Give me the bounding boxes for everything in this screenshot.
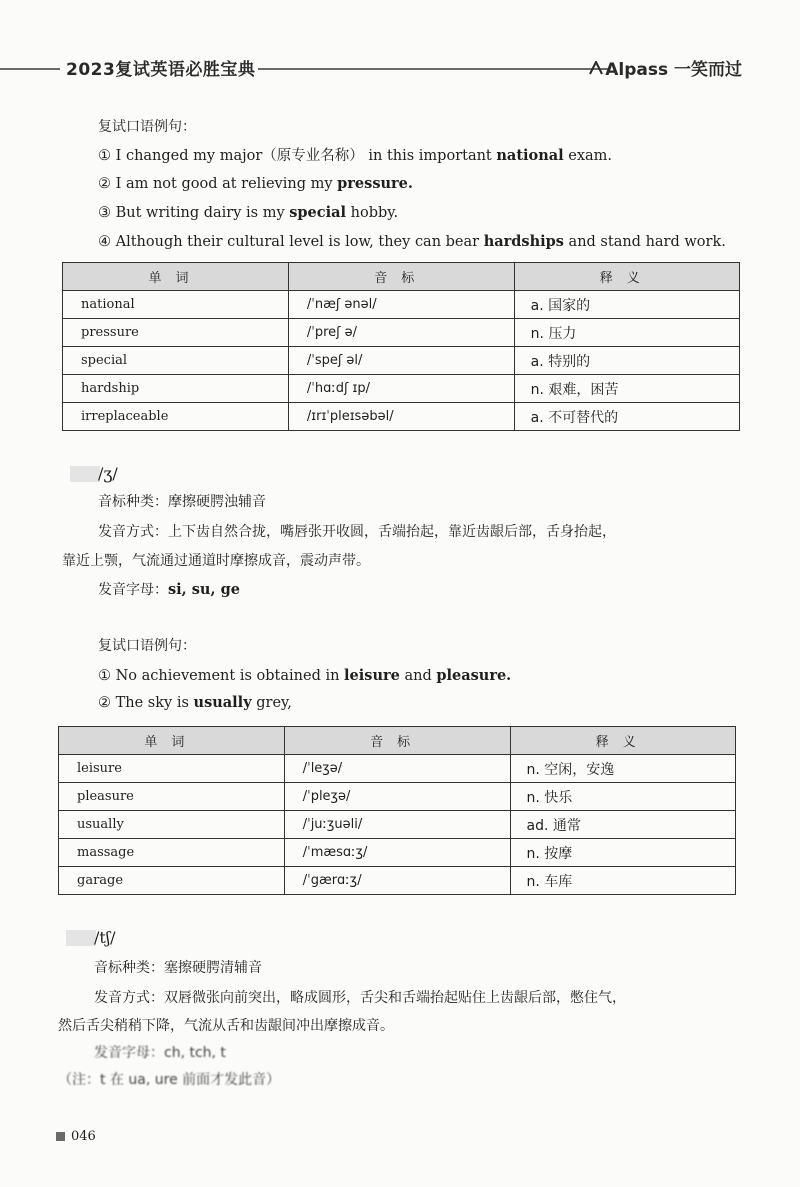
symbol-highlight	[70, 466, 100, 482]
sentence-keyword: leisure	[344, 667, 400, 684]
cell-phonetic: /ˈspeʃ əl/	[288, 347, 514, 375]
table-row	[63, 347, 740, 375]
col-header-meaning: 释义	[514, 263, 739, 291]
sentence-text-end: exam.	[563, 148, 613, 164]
example-sentence	[98, 666, 511, 686]
sentence-text: Although their cultural level is low, they can bear	[111, 234, 484, 250]
cell-word: garage	[59, 867, 285, 895]
sentence-keyword: special	[289, 204, 347, 221]
section3-method-1: 发音方式：双唇微张向前突出，略成圆形，舌尖和舌端抬起贴住上齿龈后部，憋住气，	[94, 990, 626, 1006]
sentence-number: ①	[98, 148, 111, 164]
cell-meaning: a. 国家的	[514, 291, 739, 319]
section1-vocab-table	[62, 262, 740, 431]
section3-method-2: 然后舌尖稍稍下降，气流从舌和齿龈间冲出摩擦成音。	[58, 1018, 394, 1034]
cell-meaning: n. 按摩	[510, 839, 736, 867]
cell-phonetic: /ˈpleʒə/	[284, 783, 510, 811]
table-row	[59, 867, 736, 895]
sentence-number: ②	[98, 695, 111, 711]
cell-meaning: ad. 通常	[510, 811, 736, 839]
cell-phonetic: /ˈhɑːdʃ ɪp/	[288, 375, 514, 403]
cell-meaning: a. 不可替代的	[514, 403, 739, 431]
cell-word: pleasure	[59, 783, 285, 811]
section2-type: 音标种类：摩擦硬腭浊辅音	[98, 494, 266, 510]
cell-phonetic: /ˈjuːʒuəli/	[284, 811, 510, 839]
header-rule-left	[0, 68, 60, 70]
cell-meaning: n. 压力	[514, 319, 739, 347]
section3-symbol: /tʃ/	[94, 928, 116, 947]
example-sentence	[98, 146, 612, 166]
sentence-text: But writing dairy is my	[111, 205, 290, 221]
example-sentence	[98, 203, 398, 223]
col-header-word: 单词	[59, 727, 285, 755]
section2-letters-label: 发音字母：	[98, 582, 168, 598]
sentence-text-middle: and	[399, 668, 437, 684]
table-row	[63, 375, 740, 403]
section2-method-1: 发音方式：上下齿自然合拢，嘴唇张开收圆，舌端抬起，靠近齿龈后部，舌身抬起，	[98, 524, 616, 540]
sentence-text-end: and stand hard work.	[563, 234, 726, 250]
cell-word: irreplaceable	[63, 403, 289, 431]
sentence-keyword: national	[496, 147, 564, 164]
table-row	[59, 839, 736, 867]
brand-text: Alpass 一笑而过	[605, 60, 742, 80]
cell-word: national	[63, 291, 289, 319]
cell-word: special	[63, 347, 289, 375]
section3-note: （注：t 在 ua, ure 前面才发此音）	[58, 1072, 281, 1088]
cell-word: massage	[59, 839, 285, 867]
table-row	[59, 783, 736, 811]
sentence-keyword: pressure.	[337, 175, 413, 192]
cell-phonetic: /ˈmæsɑːʒ/	[284, 839, 510, 867]
sentence-number: ①	[98, 668, 111, 684]
section2-letters	[98, 580, 240, 600]
cell-word: leisure	[59, 755, 285, 783]
sentence-keyword-2: pleasure.	[436, 667, 512, 684]
cell-meaning: n. 车库	[510, 867, 736, 895]
symbol-highlight	[66, 930, 96, 946]
section2-heading: 复试口语例句：	[98, 638, 196, 654]
sentence-text-middle: grey,	[251, 695, 292, 711]
col-header-word: 单词	[63, 263, 289, 291]
page-number: 046	[71, 1129, 96, 1144]
table-row	[63, 291, 740, 319]
sentence-text: I am not good at relieving my	[111, 176, 338, 192]
cell-phonetic: /ɪrɪˈpleɪsəbəl/	[288, 403, 514, 431]
table-row	[59, 755, 736, 783]
sentence-text: The sky is	[111, 695, 194, 711]
page-header	[0, 52, 800, 82]
section3-letters: 发音字母：ch, tch, t	[94, 1045, 226, 1061]
cell-phonetic: /ˈgærɑːʒ/	[284, 867, 510, 895]
sentence-keyword: usually	[193, 694, 252, 711]
page-footer	[56, 1129, 96, 1144]
cell-phonetic: /ˈpreʃ ə/	[288, 319, 514, 347]
section2-symbol: /ʒ/	[98, 464, 118, 483]
sentence-text-end: hobby.	[346, 205, 399, 221]
col-header-phonetic: 音标	[284, 727, 510, 755]
cell-word: usually	[59, 811, 285, 839]
cell-phonetic: /ˈnæʃ ənəl/	[288, 291, 514, 319]
sentence-number: ④	[98, 234, 111, 250]
example-sentence	[98, 232, 726, 252]
book-title: 2023复试英语必胜宝典	[66, 60, 256, 80]
sentence-number: ②	[98, 176, 111, 192]
cell-meaning: n. 快乐	[510, 783, 736, 811]
example-sentence	[98, 174, 413, 194]
section2-method-2: 靠近上颚，气流通过通道时摩擦成音，震动声带。	[62, 553, 370, 569]
table-row	[63, 319, 740, 347]
cell-meaning: a. 特别的	[514, 347, 739, 375]
page-marker-icon	[56, 1132, 65, 1141]
cell-word: hardship	[63, 375, 289, 403]
section2-letters-value: si, su, ge	[168, 581, 240, 598]
section1-heading: 复试口语例句：	[98, 119, 196, 135]
cell-word: pressure	[63, 319, 289, 347]
cell-phonetic: /ˈleʒə/	[284, 755, 510, 783]
sentence-text: I changed my major（原专业名称） in this important	[111, 148, 497, 164]
header-rule-middle	[258, 68, 610, 70]
section2-vocab-table	[58, 726, 736, 895]
sentence-text: No achievement is obtained in	[111, 668, 345, 684]
section3-symbol-heading	[94, 928, 116, 947]
sentence-number: ③	[98, 205, 111, 221]
cell-meaning: n. 空闲，安逸	[510, 755, 736, 783]
col-header-meaning: 释义	[510, 727, 736, 755]
brand-icon	[589, 61, 603, 75]
brand-logo	[589, 55, 742, 80]
section2-symbol-heading	[98, 464, 118, 483]
table-row	[59, 811, 736, 839]
sentence-keyword: hardships	[483, 233, 564, 250]
cell-meaning: n. 艰难，困苦	[514, 375, 739, 403]
example-sentence	[98, 693, 292, 713]
table-row	[63, 403, 740, 431]
section3-type: 音标种类：塞擦硬腭清辅音	[94, 960, 262, 976]
col-header-phonetic: 音标	[288, 263, 514, 291]
